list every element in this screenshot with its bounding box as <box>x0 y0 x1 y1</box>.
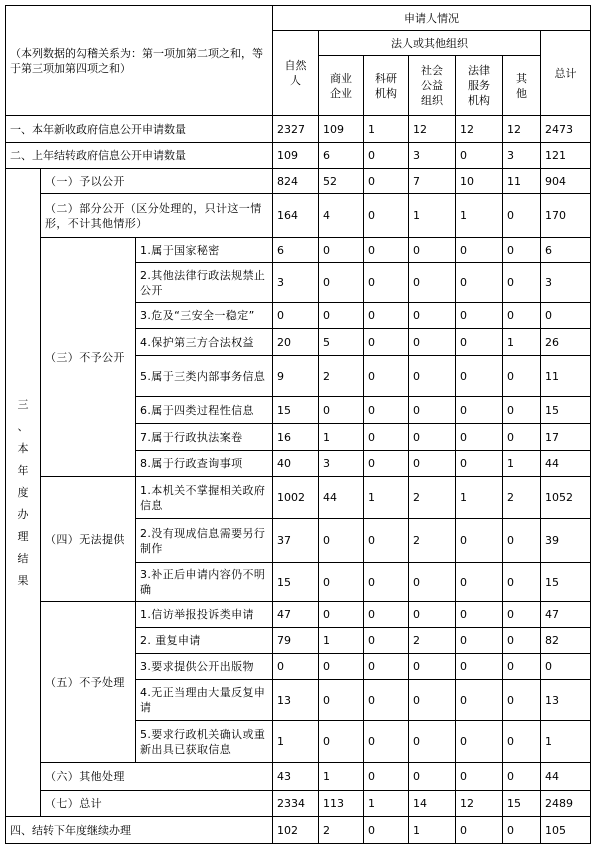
value-public-welfare-org: 0 <box>409 356 456 397</box>
header-cell-research <box>364 56 409 116</box>
value-total: 44 <box>541 451 591 477</box>
section-results-label: 三、本年度办理结果 <box>17 397 29 587</box>
header-business: 商业企业 <box>330 71 353 100</box>
value-total: 11 <box>541 356 591 397</box>
value-other-org: 0 <box>503 397 541 424</box>
value-research-institution: 0 <box>364 329 409 356</box>
value-legal-service-org: 0 <box>456 817 503 844</box>
value-research-institution: 0 <box>364 238 409 263</box>
disclosure-statistics-table <box>5 5 591 844</box>
value-public-welfare-org: 0 <box>409 238 456 263</box>
value-legal-service-org: 12 <box>456 116 503 143</box>
item-label: 2.其他法律行政法规禁止公开 <box>136 263 273 303</box>
value-legal-service-org: 1 <box>456 194 503 238</box>
header-cell-business <box>319 56 364 116</box>
value-public-welfare-org: 0 <box>409 602 456 628</box>
value-legal-service-org: 10 <box>456 169 503 194</box>
value-natural-person: 6 <box>273 238 319 263</box>
header-cell-natural-person <box>273 31 319 116</box>
row-label-carry-forward: 四、结转下年度继续办理 <box>6 817 273 844</box>
header-legal-group: 法人或其他组织 <box>319 31 541 56</box>
value-other-org: 0 <box>503 238 541 263</box>
value-natural-person: 43 <box>273 763 319 791</box>
value-total: 904 <box>541 169 591 194</box>
value-business-enterprise: 6 <box>319 143 364 169</box>
value-other-org: 0 <box>503 424 541 451</box>
value-public-welfare-org: 0 <box>409 763 456 791</box>
value-research-institution: 1 <box>364 477 409 519</box>
value-total: 3 <box>541 263 591 303</box>
group-label-unable-to-provide: （四）无法提供 <box>41 477 136 602</box>
value-legal-service-org: 0 <box>456 303 503 329</box>
value-legal-service-org: 0 <box>456 263 503 303</box>
value-research-institution: 0 <box>364 763 409 791</box>
value-total: 26 <box>541 329 591 356</box>
value-business-enterprise: 2 <box>319 817 364 844</box>
item-label: 1.信访举报投诉类申请 <box>136 602 273 628</box>
group-label-not-processed: （五）不予处理 <box>41 602 136 763</box>
value-public-welfare-org: 0 <box>409 680 456 721</box>
value-other-org: 1 <box>503 329 541 356</box>
value-other-org: 0 <box>503 263 541 303</box>
row-label-carried-over: 二、上年结转政府信息公开申请数量 <box>6 143 273 169</box>
row-label-disclosed: （一）予以公开 <box>41 169 273 194</box>
value-legal-service-org: 0 <box>456 238 503 263</box>
value-total: 6 <box>541 238 591 263</box>
row-label-partially-disclosed: （二）部分公开（区分处理的，只计这一情形，不计其他情形） <box>41 194 273 238</box>
value-other-org: 0 <box>503 654 541 680</box>
value-legal-service-org: 0 <box>456 356 503 397</box>
value-business-enterprise: 3 <box>319 451 364 477</box>
value-natural-person: 0 <box>273 303 319 329</box>
value-legal-service-org: 0 <box>456 424 503 451</box>
value-research-institution: 0 <box>364 303 409 329</box>
value-research-institution: 0 <box>364 263 409 303</box>
value-legal-service-org: 1 <box>456 477 503 519</box>
value-total: 17 <box>541 424 591 451</box>
value-natural-person: 47 <box>273 602 319 628</box>
value-total: 0 <box>541 303 591 329</box>
value-legal-service-org: 0 <box>456 143 503 169</box>
value-public-welfare-org: 3 <box>409 143 456 169</box>
value-research-institution: 0 <box>364 628 409 654</box>
value-public-welfare-org: 2 <box>409 628 456 654</box>
value-research-institution: 0 <box>364 721 409 763</box>
value-natural-person: 15 <box>273 563 319 602</box>
value-legal-service-org: 0 <box>456 329 503 356</box>
item-label: 2. 重复申请 <box>136 628 273 654</box>
value-public-welfare-org: 0 <box>409 563 456 602</box>
value-natural-person: 79 <box>273 628 319 654</box>
header-public-welfare: 社会公益组织 <box>421 64 444 107</box>
item-label: 2.没有现成信息需要另行制作 <box>136 519 273 563</box>
value-total: 15 <box>541 563 591 602</box>
item-label: 5.要求行政机关确认或重新出具已获取信息 <box>136 721 273 763</box>
value-total: 44 <box>541 763 591 791</box>
header-research: 科研机构 <box>375 71 398 100</box>
value-public-welfare-org: 14 <box>409 791 456 817</box>
value-natural-person: 1002 <box>273 477 319 519</box>
value-research-institution: 0 <box>364 424 409 451</box>
value-other-org: 12 <box>503 116 541 143</box>
value-other-org: 1 <box>503 451 541 477</box>
row-other-processing <box>6 763 591 791</box>
value-natural-person: 16 <box>273 424 319 451</box>
row-label-new-received: 一、本年新收政府信息公开申请数量 <box>6 116 273 143</box>
item-label: 8.属于行政查询事项 <box>136 451 273 477</box>
value-legal-service-org: 0 <box>456 602 503 628</box>
value-legal-service-org: 0 <box>456 628 503 654</box>
value-natural-person: 102 <box>273 817 319 844</box>
item-label: 7.属于行政执法案卷 <box>136 424 273 451</box>
value-public-welfare-org: 0 <box>409 721 456 763</box>
value-total: 0 <box>541 654 591 680</box>
value-public-welfare-org: 0 <box>409 397 456 424</box>
item-label: 6.属于四类过程性信息 <box>136 397 273 424</box>
value-other-org: 15 <box>503 791 541 817</box>
value-research-institution: 0 <box>364 602 409 628</box>
item-label: 1.本机关不掌握相关政府信息 <box>136 477 273 519</box>
value-business-enterprise: 0 <box>319 397 364 424</box>
item-label: 3.要求提供公开出版物 <box>136 654 273 680</box>
value-research-institution: 0 <box>364 451 409 477</box>
value-total: 105 <box>541 817 591 844</box>
value-natural-person: 9 <box>273 356 319 397</box>
value-research-institution: 1 <box>364 116 409 143</box>
value-total: 2473 <box>541 116 591 143</box>
group-label-not-disclosed: （三）不予公开 <box>41 238 136 477</box>
value-business-enterprise: 109 <box>319 116 364 143</box>
value-natural-person: 15 <box>273 397 319 424</box>
value-public-welfare-org: 0 <box>409 424 456 451</box>
value-business-enterprise: 1 <box>319 628 364 654</box>
row-label-results-total: （七）总计 <box>41 791 273 817</box>
value-business-enterprise: 0 <box>319 680 364 721</box>
value-business-enterprise: 0 <box>319 263 364 303</box>
value-natural-person: 40 <box>273 451 319 477</box>
value-business-enterprise: 44 <box>319 477 364 519</box>
value-business-enterprise: 0 <box>319 519 364 563</box>
value-other-org: 0 <box>503 628 541 654</box>
value-other-org: 0 <box>503 817 541 844</box>
header-cell-legal-service <box>456 56 503 116</box>
row-unable-1 <box>6 477 591 519</box>
value-natural-person: 164 <box>273 194 319 238</box>
value-legal-service-org: 0 <box>456 451 503 477</box>
value-research-institution: 0 <box>364 654 409 680</box>
value-public-welfare-org: 0 <box>409 263 456 303</box>
value-research-institution: 0 <box>364 563 409 602</box>
row-not-disclosed-1 <box>6 238 591 263</box>
value-natural-person: 2327 <box>273 116 319 143</box>
value-legal-service-org: 0 <box>456 763 503 791</box>
value-total: 1052 <box>541 477 591 519</box>
value-legal-service-org: 0 <box>456 654 503 680</box>
value-business-enterprise: 0 <box>319 238 364 263</box>
value-business-enterprise: 52 <box>319 169 364 194</box>
value-public-welfare-org: 2 <box>409 477 456 519</box>
value-business-enterprise: 113 <box>319 791 364 817</box>
row-new-received <box>6 116 591 143</box>
value-legal-service-org: 0 <box>456 721 503 763</box>
value-total: 39 <box>541 519 591 563</box>
value-research-institution: 0 <box>364 143 409 169</box>
value-public-welfare-org: 0 <box>409 451 456 477</box>
value-public-welfare-org: 1 <box>409 817 456 844</box>
value-other-org: 0 <box>503 680 541 721</box>
value-legal-service-org: 0 <box>456 563 503 602</box>
value-other-org: 3 <box>503 143 541 169</box>
header-cell-other <box>503 56 541 116</box>
value-research-institution: 0 <box>364 397 409 424</box>
header-note: （本列数据的勾稽关系为：第一项加第二项之和，等于第三项加第四项之和） <box>6 6 273 116</box>
row-not-processed-1 <box>6 602 591 628</box>
value-natural-person: 109 <box>273 143 319 169</box>
header-cell-public-welfare <box>409 56 456 116</box>
value-business-enterprise: 0 <box>319 303 364 329</box>
value-research-institution: 0 <box>364 356 409 397</box>
value-business-enterprise: 2 <box>319 356 364 397</box>
value-public-welfare-org: 0 <box>409 303 456 329</box>
value-total: 82 <box>541 628 591 654</box>
value-other-org: 0 <box>503 519 541 563</box>
value-business-enterprise: 0 <box>319 602 364 628</box>
header-legal-service: 法律服务机构 <box>468 64 491 107</box>
value-total: 121 <box>541 143 591 169</box>
value-total: 170 <box>541 194 591 238</box>
value-other-org: 0 <box>503 356 541 397</box>
value-natural-person: 0 <box>273 654 319 680</box>
value-total: 1 <box>541 721 591 763</box>
value-research-institution: 1 <box>364 791 409 817</box>
value-business-enterprise: 0 <box>319 721 364 763</box>
value-other-org: 0 <box>503 763 541 791</box>
value-research-institution: 0 <box>364 194 409 238</box>
header-row-1 <box>6 6 591 31</box>
value-research-institution: 0 <box>364 680 409 721</box>
value-natural-person: 13 <box>273 680 319 721</box>
value-natural-person: 37 <box>273 519 319 563</box>
value-other-org: 2 <box>503 477 541 519</box>
value-other-org: 11 <box>503 169 541 194</box>
value-total: 13 <box>541 680 591 721</box>
header-applicant: 申请人情况 <box>273 6 591 31</box>
value-research-institution: 0 <box>364 519 409 563</box>
value-business-enterprise: 1 <box>319 424 364 451</box>
value-other-org: 0 <box>503 303 541 329</box>
value-legal-service-org: 12 <box>456 791 503 817</box>
row-carry-forward <box>6 817 591 844</box>
value-legal-service-org: 0 <box>456 519 503 563</box>
header-other: 其他 <box>516 71 528 100</box>
item-label: 3.危及“三安全一稳定” <box>136 303 273 329</box>
item-label: 4.保护第三方合法权益 <box>136 329 273 356</box>
value-business-enterprise: 5 <box>319 329 364 356</box>
value-other-org: 0 <box>503 602 541 628</box>
value-legal-service-org: 0 <box>456 397 503 424</box>
value-natural-person: 1 <box>273 721 319 763</box>
value-natural-person: 2334 <box>273 791 319 817</box>
header-natural-person: 自然人 <box>284 59 307 87</box>
header-total: 总计 <box>541 31 591 116</box>
section-results <box>6 169 41 817</box>
value-business-enterprise: 0 <box>319 563 364 602</box>
value-other-org: 0 <box>503 194 541 238</box>
value-natural-person: 3 <box>273 263 319 303</box>
item-label: 4.无正当理由大量反复申请 <box>136 680 273 721</box>
row-label-other-processing: （六）其他处理 <box>41 763 273 791</box>
value-public-welfare-org: 1 <box>409 194 456 238</box>
value-total: 2489 <box>541 791 591 817</box>
value-research-institution: 0 <box>364 169 409 194</box>
item-label: 1.属于国家秘密 <box>136 238 273 263</box>
value-other-org: 0 <box>503 563 541 602</box>
value-business-enterprise: 1 <box>319 763 364 791</box>
value-legal-service-org: 0 <box>456 680 503 721</box>
value-other-org: 0 <box>503 721 541 763</box>
row-results-total <box>6 791 591 817</box>
value-total: 15 <box>541 397 591 424</box>
item-label: 5.属于三类内部事务信息 <box>136 356 273 397</box>
row-disclosed <box>6 169 591 194</box>
value-business-enterprise: 0 <box>319 654 364 680</box>
value-business-enterprise: 4 <box>319 194 364 238</box>
value-public-welfare-org: 0 <box>409 654 456 680</box>
value-natural-person: 824 <box>273 169 319 194</box>
value-natural-person: 20 <box>273 329 319 356</box>
row-partially-disclosed <box>6 194 591 238</box>
value-public-welfare-org: 7 <box>409 169 456 194</box>
value-public-welfare-org: 0 <box>409 329 456 356</box>
item-label: 3.补正后申请内容仍不明确 <box>136 563 273 602</box>
value-total: 47 <box>541 602 591 628</box>
value-research-institution: 0 <box>364 817 409 844</box>
row-carried-over <box>6 143 591 169</box>
value-public-welfare-org: 12 <box>409 116 456 143</box>
value-public-welfare-org: 2 <box>409 519 456 563</box>
